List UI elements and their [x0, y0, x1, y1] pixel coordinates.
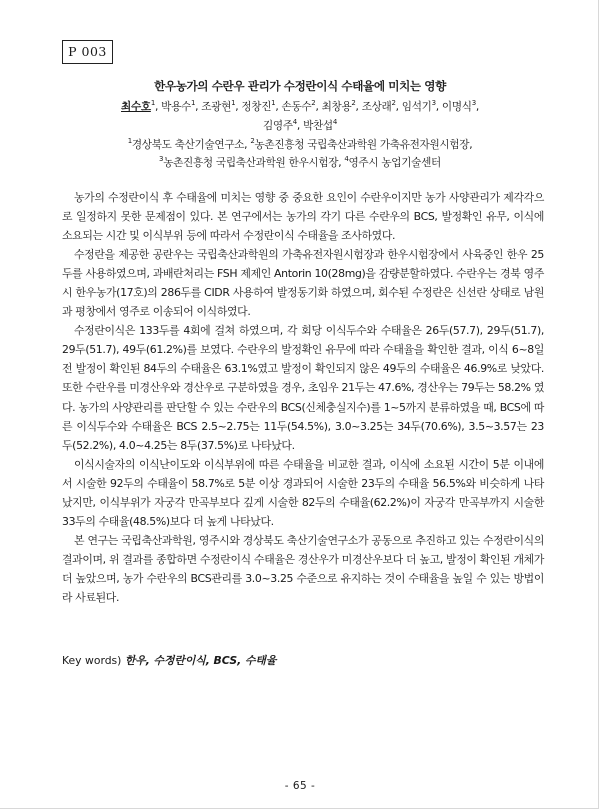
body-paragraph: 이식시술자의 이식난이도와 이식부위에 따른 수태율을 비교한 결과, 이식에 소요된 시간이 5분 이내에서 시술한 92두의 수태율이 58.7%로 5분 이상 경과되어 시술한 23두의 수태율 56.5%와 비슷하게 나타났지만, 이식부위가 자궁각 만곡부보다 깊게 시술한 82두의 수태율(62.2%)이 자궁각 만곡부까지 시술한 33두의 수태율(48.5%)보다 더 높게 나타났다. [62, 457, 544, 528]
keywords-values: 한우, 수정란이식, BCS, 수태율 [124, 654, 277, 667]
author-name: 최수호 [121, 101, 151, 113]
affiliation-text: 영주시 농업기술센터 [348, 157, 441, 169]
poster-code-box: P 003 [62, 40, 113, 64]
author-sup: 2 [311, 98, 316, 107]
author-name: 이명식 [441, 101, 472, 113]
body-paragraph: 수정란이식은 133두를 4회에 걸쳐 하였으며, 각 회당 이식두수와 수태율은 26두(57.7), 29두(51.7), 29두(51.7), 49두(61.2%)를 보였다. 수란우의 발정확인 유무에 따라 수태율을 확인한 결과, 이식 6~8일전 발정이 확인된 84두의 수태율은 63.1%였고 발정이 확인되지 않은 49두의 수태율은 46.9%로 낮았다. 또한 수란우를 미경산우와 경산우로 구분하였을 경우, 초임우 21두는 47.6%, 경산우는 79두는 58.2% 였다. 농가의 사양관리를 판단할 수 있는 수란우의 BCS(신체충실지수)를 1~5까지 분류하였을 때, BCS에 따른 이식두수와 수태율은 BCS 2.5~2.75는 11두(54.5%), 3.0~3.25는 34두(70.6%), 3.5~3.57는 23두(52.2%), 4.0~4.25는 8두(37.5%)로 나타났다. [62, 324, 544, 452]
author-name: 임석기 [401, 101, 432, 113]
affiliation-sup: 4 [344, 154, 349, 163]
affiliation-text: 경상북도 축산기술연구소, [131, 139, 251, 151]
body-paragraph: 수정란을 제공한 공란우는 국립축산과학원의 가축유전자원시험장과 한우시험장에서 사육중인 한우 25두를 사용하였으며, 과배란처리는 FSH 제제인 Antorin 10(28mg)을 감량분할하였다. 수란우는 경북 영주시 한우농가(17호)의 286두를 CIDR 사용하여 발정동기화 하였으며, 회수된 수정란은 신선란 상태로 남원과 평창에서 영주로 이송되어 이식하였다. [62, 248, 544, 319]
author-name: 손동수 [281, 101, 312, 113]
author-sup: 4 [292, 117, 297, 126]
author-name: 조상래 [361, 101, 392, 113]
body-paragraph: 농가의 수정란이식 후 수태율에 미치는 영향 중 중요한 요인이 수란우이지만 농가 사양관리가 제각각으로 일정하지 못한 문제점이 있다. 본 연구에서는 농가의 각기 다른 수란우의 BCS, 발정확인 유무, 이식에 소요되는 시간 및 이식부위 등에 따라서 수정란이식 수태율을 조사하였다. [62, 191, 544, 243]
affiliation-sup: 3 [159, 154, 164, 163]
affiliation-sup: 2 [250, 136, 255, 145]
keywords-label: Key words) [62, 654, 125, 667]
author-list-continued: 김영주$^4$, 박찬섭$^4$ [262, 117, 338, 132]
author-sup: 3 [431, 98, 436, 107]
author-sup: 1 [271, 98, 276, 107]
author-name: 박용수 [161, 101, 191, 113]
author-sup: 1 [231, 98, 236, 107]
author-list: 최수호$^1$, 박용수$^1$, 조광현$^1$, 정창진$^1$, 손동수$^2$, 최창용$^2$, 조상래$^2$, 임석기$^3$, 이명식$^3$, [121, 98, 479, 113]
author-name: 정창진 [241, 101, 272, 113]
affiliation-line [0, 155, 600, 170]
keywords-line [62, 653, 276, 668]
author-name: 최창용 [321, 101, 352, 113]
author-sup: 4 [332, 117, 338, 126]
author-name: 김영주 [262, 120, 293, 132]
author-sup: 3 [471, 98, 476, 107]
author-sup: 2 [391, 98, 396, 107]
abstract-body [62, 188, 544, 607]
paper-title: 한우농가의 수란우 관리가 수정란이식 수태율에 미치는 영향 [154, 79, 446, 93]
affiliation-text: 농촌진흥청 국립축산과학원 가축유전자원시험장, [254, 139, 473, 151]
author-name: 조광현 [201, 101, 232, 113]
author-sup: 1 [150, 98, 155, 107]
affiliation-sup: 1 [127, 136, 132, 145]
author-sup: 1 [190, 98, 196, 107]
affiliation-line [0, 137, 600, 152]
body-paragraph: 본 연구는 국립축산과학원, 영주시와 경상북도 축산기술연구소가 공동으로 추진하고 있는 수정란이식의 결과이며, 위 결과를 종합하면 수정란이식 수태율은 경산우가 미경산우보다 더 높고, 발정이 확인된 개체가 더 높았으며, 농가 수란우의 BCS관리를 3.0~3.25 수준으로 유지하는 것이 수태율을 높일 수 있는 방법이라 사료된다. [62, 533, 544, 604]
author-sup: 2 [351, 98, 356, 107]
author-name: 박찬섭 [303, 120, 333, 132]
page-number: - 65 - [284, 780, 316, 792]
affiliation-text: 농촌진흥청 국립축산과학원 한우시험장, [163, 157, 345, 169]
